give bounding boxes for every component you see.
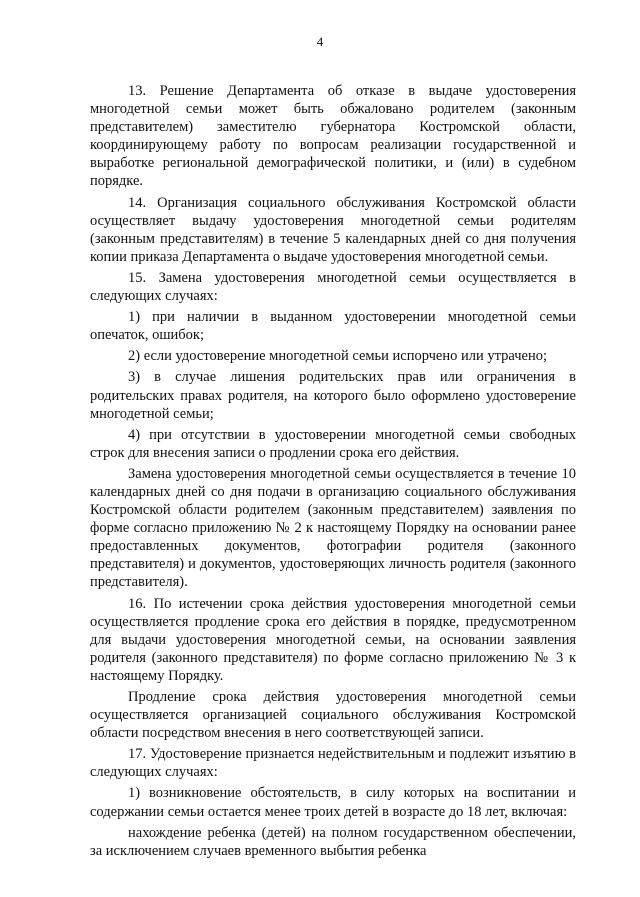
list-item-17-1: 1) возникновение обстоятельств, в силу которых на воспитании и содержании семьи остается менее троих детей в возрасте до 18 лет, включая:	[90, 785, 576, 820]
document-body	[90, 82, 576, 860]
paragraph-state-support: нахождение ребенка (детей) на полном государственном обеспечении, за исключением случаев временного выбытия ребенка	[90, 824, 576, 859]
paragraph-15: 15. Замена удостоверения многодетной семьи осуществляется в следующих случаях:	[90, 269, 576, 305]
paragraph-13: 13. Решение Департамента об отказе в выдаче удостоверения многодетной семьи может быть обжаловано родителем (законным представителем) заместителю губернатора Костромской области, координирующему работу по вопросам реализации государственной и выработке региональной демографической политики, и (или) в судебном порядке.	[90, 83, 576, 190]
list-item-15-2: 2) если удостоверение многодетной семьи испорчено или утрачено;	[128, 348, 548, 365]
paragraph-16: 16. По истечении срока действия удостоверения многодетной семьи осуществляется продление срока его действия в порядке, предусмотренном для выдачи удостоверения многодетной семьи, на основании заявления родителя (законного представителя) по форме согласно приложению № 3 к настоящему Порядку.	[90, 595, 576, 684]
paragraph-replacement-terms: Замена удостоверения многодетной семьи осуществляется в течение 10 календарных дней со дня подачи в организацию социального обслуживания Костромской области родителем (законным представителем) заявления по форме согласно приложению № 2 к настоящему Порядку на основании ранее предоставленных документов, фотографии родителя (законного представителя) и документов, удостоверяющих личность родителя (законного представителя).	[90, 465, 576, 591]
paragraph-17: 17. Удостоверение признается недействительным и подлежит изъятию в следующих случаях:	[90, 746, 576, 781]
page-number: 4	[316, 34, 324, 49]
paragraph-14: 14. Организация социального обслуживания Костромской области осуществляет выдачу удостоверения многодетной семьи родителям (законным представителям) в течение 5 календарных дней со дня получения копии приказа Департамента о выдаче удостоверения многодетной семьи.	[90, 194, 576, 265]
list-item-15-1: 1) при наличии в выданном удостоверении многодетной семьи опечаток, ошибок;	[90, 309, 576, 344]
list-item-15-3: 3) в случае лишения родительских прав или ограничения в родительских правах родителя, на которого было оформлено удостоверение многодетной семьи;	[90, 369, 576, 422]
list-item-15-4: 4) при отсутствии в удостоверении многодетной семьи свободных строк для внесения записи о продлении срока его действия.	[90, 426, 576, 461]
paragraph-extension: Продление срока действия удостоверения многодетной семьи осуществляется организацией социального обслуживания Костромской области посредством внесения в него соответствующей записи.	[90, 689, 576, 742]
